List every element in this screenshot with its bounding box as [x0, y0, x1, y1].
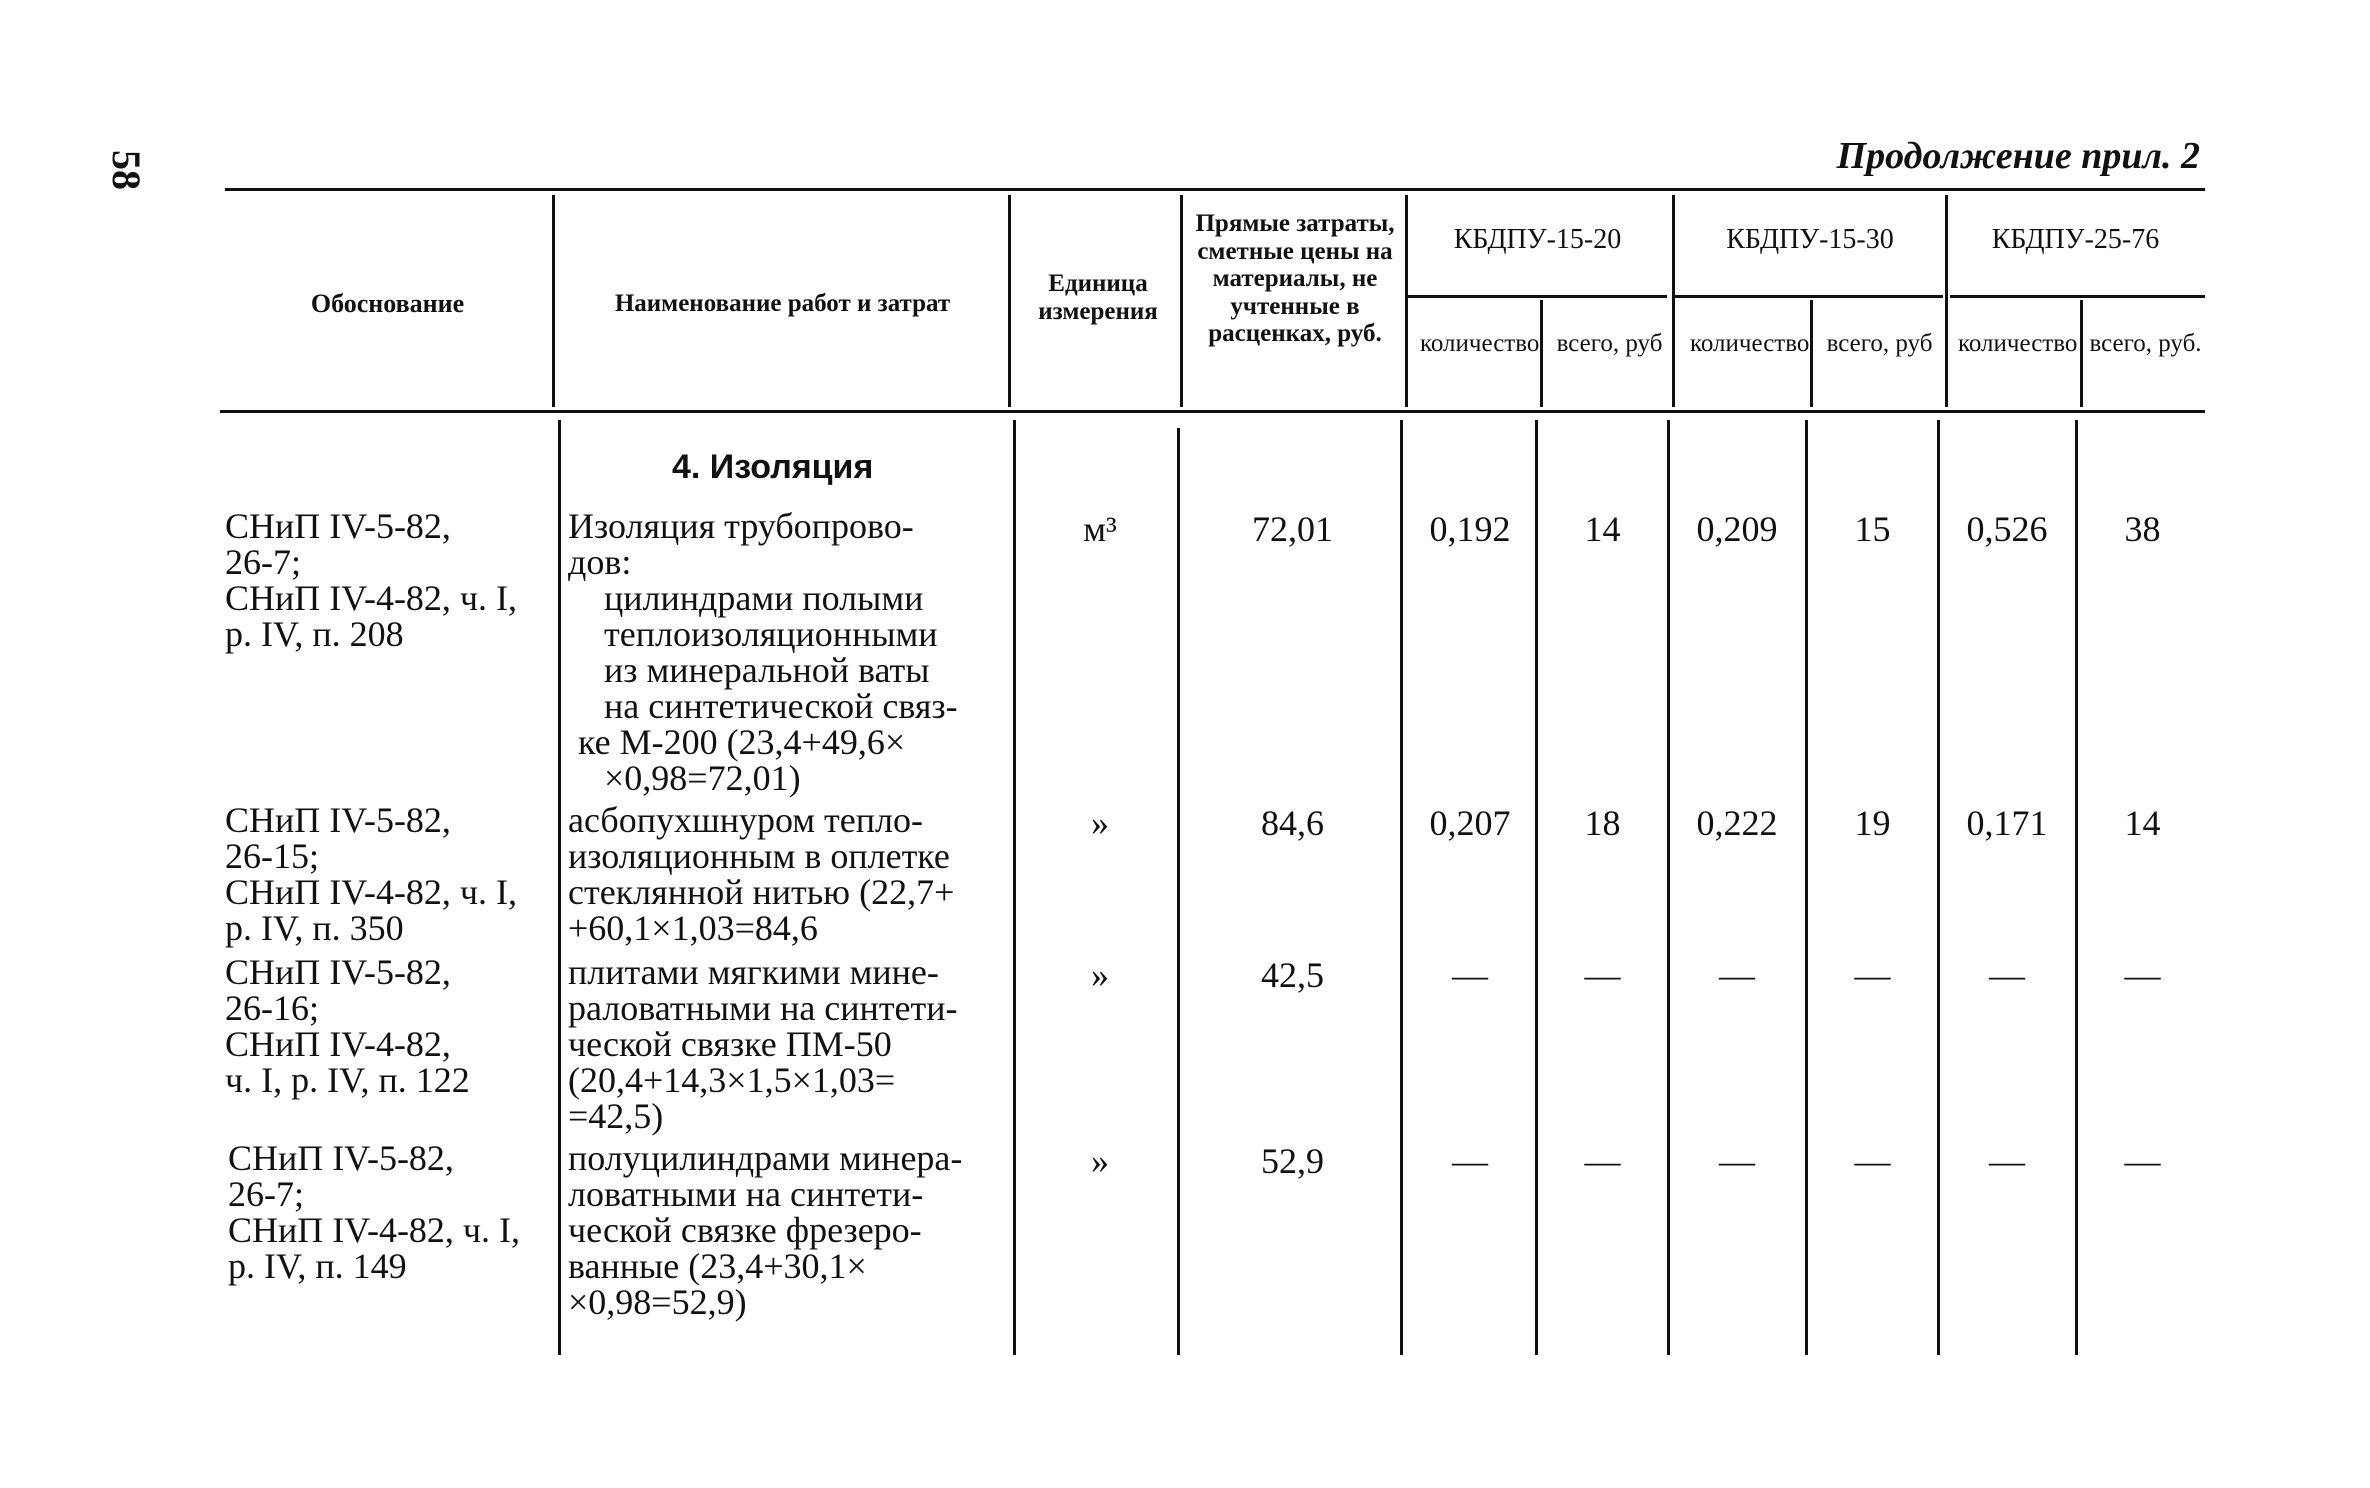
row-3-total-1: —: [1584, 955, 1621, 995]
name-line: ×0,98=52,9): [568, 1282, 747, 1322]
name-line: дов:: [568, 542, 632, 582]
header-basis: Обоснование: [310, 289, 465, 318]
name-line: ловатными на синтети-: [568, 1174, 924, 1214]
continuation-title: Продолжение прил. 2: [1836, 135, 2200, 177]
col-divider: [1937, 420, 1940, 1355]
header-name: Наименование работ и затрат: [614, 290, 951, 317]
header-direct-costs: Прямые затраты, сметные цены на материалы, не учтенные в расценках, руб.: [1195, 210, 1395, 347]
row-1-unit: м³: [1083, 509, 1117, 549]
name-line: цилиндрами полыми: [604, 578, 924, 618]
name-line: ×0,98=72,01): [604, 758, 801, 798]
row-1-cost: 72,01: [1252, 509, 1333, 549]
basis-line: СНиП IV-5-82,: [225, 506, 451, 546]
group-rule-1: [1405, 295, 1667, 298]
header-group-1: КБДПУ-15-20: [1453, 224, 1622, 255]
col-divider: [2080, 300, 2083, 407]
row-3-cost: 42,5: [1261, 955, 1324, 995]
name-line: Изоляция трубопрово-: [568, 506, 914, 546]
row-1-qty-1: 0,192: [1429, 509, 1511, 549]
col-divider: [558, 420, 561, 1355]
row-2-qty-3: 0,171: [1966, 803, 2048, 843]
row-3-qty-1: —: [1452, 955, 1488, 995]
row-4-total-3: —: [2124, 1141, 2161, 1181]
basis-line: СНиП IV-5-82,: [228, 1138, 454, 1178]
row-3-total-3: —: [2124, 955, 2161, 995]
basis-line: ч. I, р. IV, п. 122: [225, 1060, 470, 1100]
header-group-3: КБДПУ-25-76: [1991, 224, 2160, 255]
name-line: (20,4+14,3×1,5×1,03=: [568, 1060, 896, 1100]
header-total-2: всего, руб: [1826, 330, 1933, 357]
basis-line: СНиП IV-5-82,: [225, 800, 451, 840]
row-4-qty-2: —: [1719, 1141, 1755, 1181]
name-line: ванные (23,4+30,1×: [568, 1246, 867, 1286]
basis-line: СНиП IV-4-82, ч. I,: [225, 872, 518, 912]
col-divider: [1805, 420, 1808, 1355]
row-4-qty-3: —: [1989, 1141, 2025, 1181]
basis-line: СНиП IV-4-82, ч. I,: [225, 578, 518, 618]
row-1-qty-2: 0,209: [1696, 509, 1778, 549]
name-line: стеклянной нитью (22,7+: [568, 872, 955, 912]
header-bottom-rule: [220, 410, 2205, 413]
group-rule-2: [1675, 295, 1943, 298]
basis-line: 26-7;: [228, 1174, 304, 1214]
row-1-total-2: 15: [1854, 509, 1891, 549]
col-divider: [1177, 428, 1180, 1355]
row-1-basis: [225, 508, 545, 652]
col-divider: [1008, 195, 1011, 407]
group-rule-3: [1950, 295, 2205, 298]
row-2-total-3: 14: [2124, 803, 2161, 843]
basis-line: р. IV, п. 350: [225, 908, 404, 948]
name-line: +60,1×1,03=84,6: [568, 908, 818, 948]
row-1-total-1: 14: [1584, 509, 1621, 549]
basis-line: СНиП IV-4-82,: [225, 1024, 451, 1064]
name-line: ческой связке ПМ-50: [568, 1024, 892, 1064]
section-title: 4. Изоляция: [672, 448, 874, 486]
col-divider: [1400, 420, 1403, 1355]
row-2-qty-1: 0,207: [1429, 803, 1511, 843]
name-line: ке М-200 (23,4+49,6×: [578, 722, 906, 762]
row-3-total-2: —: [1854, 955, 1891, 995]
header-unit: Единица измерения: [1038, 270, 1158, 325]
col-divider: [552, 195, 555, 407]
basis-line: р. IV, п. 149: [228, 1246, 407, 1286]
row-3-name: [568, 954, 1003, 1134]
basis-line: 26-7;: [225, 542, 301, 582]
row-2-qty-2: 0,222: [1696, 803, 1778, 843]
col-divider: [1180, 195, 1183, 407]
basis-line: СНиП IV-5-82,: [225, 952, 451, 992]
basis-line: 26-15;: [225, 836, 319, 876]
row-1-name: [568, 508, 1003, 796]
row-2-unit: »: [1091, 803, 1109, 843]
row-1-qty-3: 0,526: [1966, 509, 2048, 549]
page-number: 58: [104, 150, 149, 190]
name-line: =42,5): [568, 1096, 664, 1136]
row-4-total-2: —: [1854, 1141, 1891, 1181]
basis-line: р. IV, п. 208: [225, 614, 404, 654]
name-line: полуцилиндрами минера-: [568, 1138, 963, 1178]
basis-line: 26-16;: [225, 988, 319, 1028]
name-line: изоляционным в оплетке: [568, 836, 950, 876]
col-divider: [1013, 420, 1016, 1355]
row-3-qty-3: —: [1989, 955, 2025, 995]
col-divider: [1810, 300, 1813, 407]
header-total-3: всего, руб.: [2089, 330, 2202, 357]
name-line: асбопухшнуром тепло-: [568, 800, 923, 840]
top-rule: [225, 188, 2205, 191]
row-2-name: [568, 802, 1003, 946]
row-4-unit: »: [1091, 1141, 1109, 1181]
header-qty-3: количество: [1958, 330, 2078, 357]
row-4-cost: 52,9: [1261, 1141, 1324, 1181]
row-3-unit: »: [1091, 955, 1109, 995]
header-group-2: КБДПУ-15-30: [1726, 224, 1894, 255]
row-2-cost: 84,6: [1261, 803, 1324, 843]
row-4-total-1: —: [1584, 1141, 1621, 1181]
col-divider: [1667, 420, 1670, 1355]
row-2-total-2: 19: [1854, 803, 1891, 843]
name-line: плитами мягкими мине-: [568, 952, 939, 992]
row-2-basis: [225, 802, 545, 946]
row-4-qty-1: —: [1452, 1141, 1488, 1181]
row-4-basis: [228, 1140, 548, 1284]
name-line: ческой связке фрезеро-: [568, 1210, 922, 1250]
row-1-total-3: 38: [2124, 509, 2161, 549]
name-line: из минеральной ваты: [604, 650, 930, 690]
col-divider: [1535, 420, 1538, 1355]
header-qty-2: количество: [1690, 330, 1810, 357]
name-line: на синтетической связ-: [604, 686, 958, 726]
header-total-1: всего, руб: [1556, 330, 1663, 357]
row-2-total-1: 18: [1584, 803, 1621, 843]
name-line: теплоизоляционными: [604, 614, 938, 654]
col-divider: [1540, 300, 1543, 407]
row-3-basis: [225, 954, 545, 1098]
row-3-qty-2: —: [1719, 955, 1755, 995]
row-4-name: [568, 1140, 1003, 1320]
basis-line: СНиП IV-4-82, ч. I,: [228, 1210, 521, 1250]
col-divider: [2075, 420, 2078, 1355]
name-line: раловатными на синтети-: [568, 988, 958, 1028]
header-qty-1: количество: [1420, 330, 1540, 357]
